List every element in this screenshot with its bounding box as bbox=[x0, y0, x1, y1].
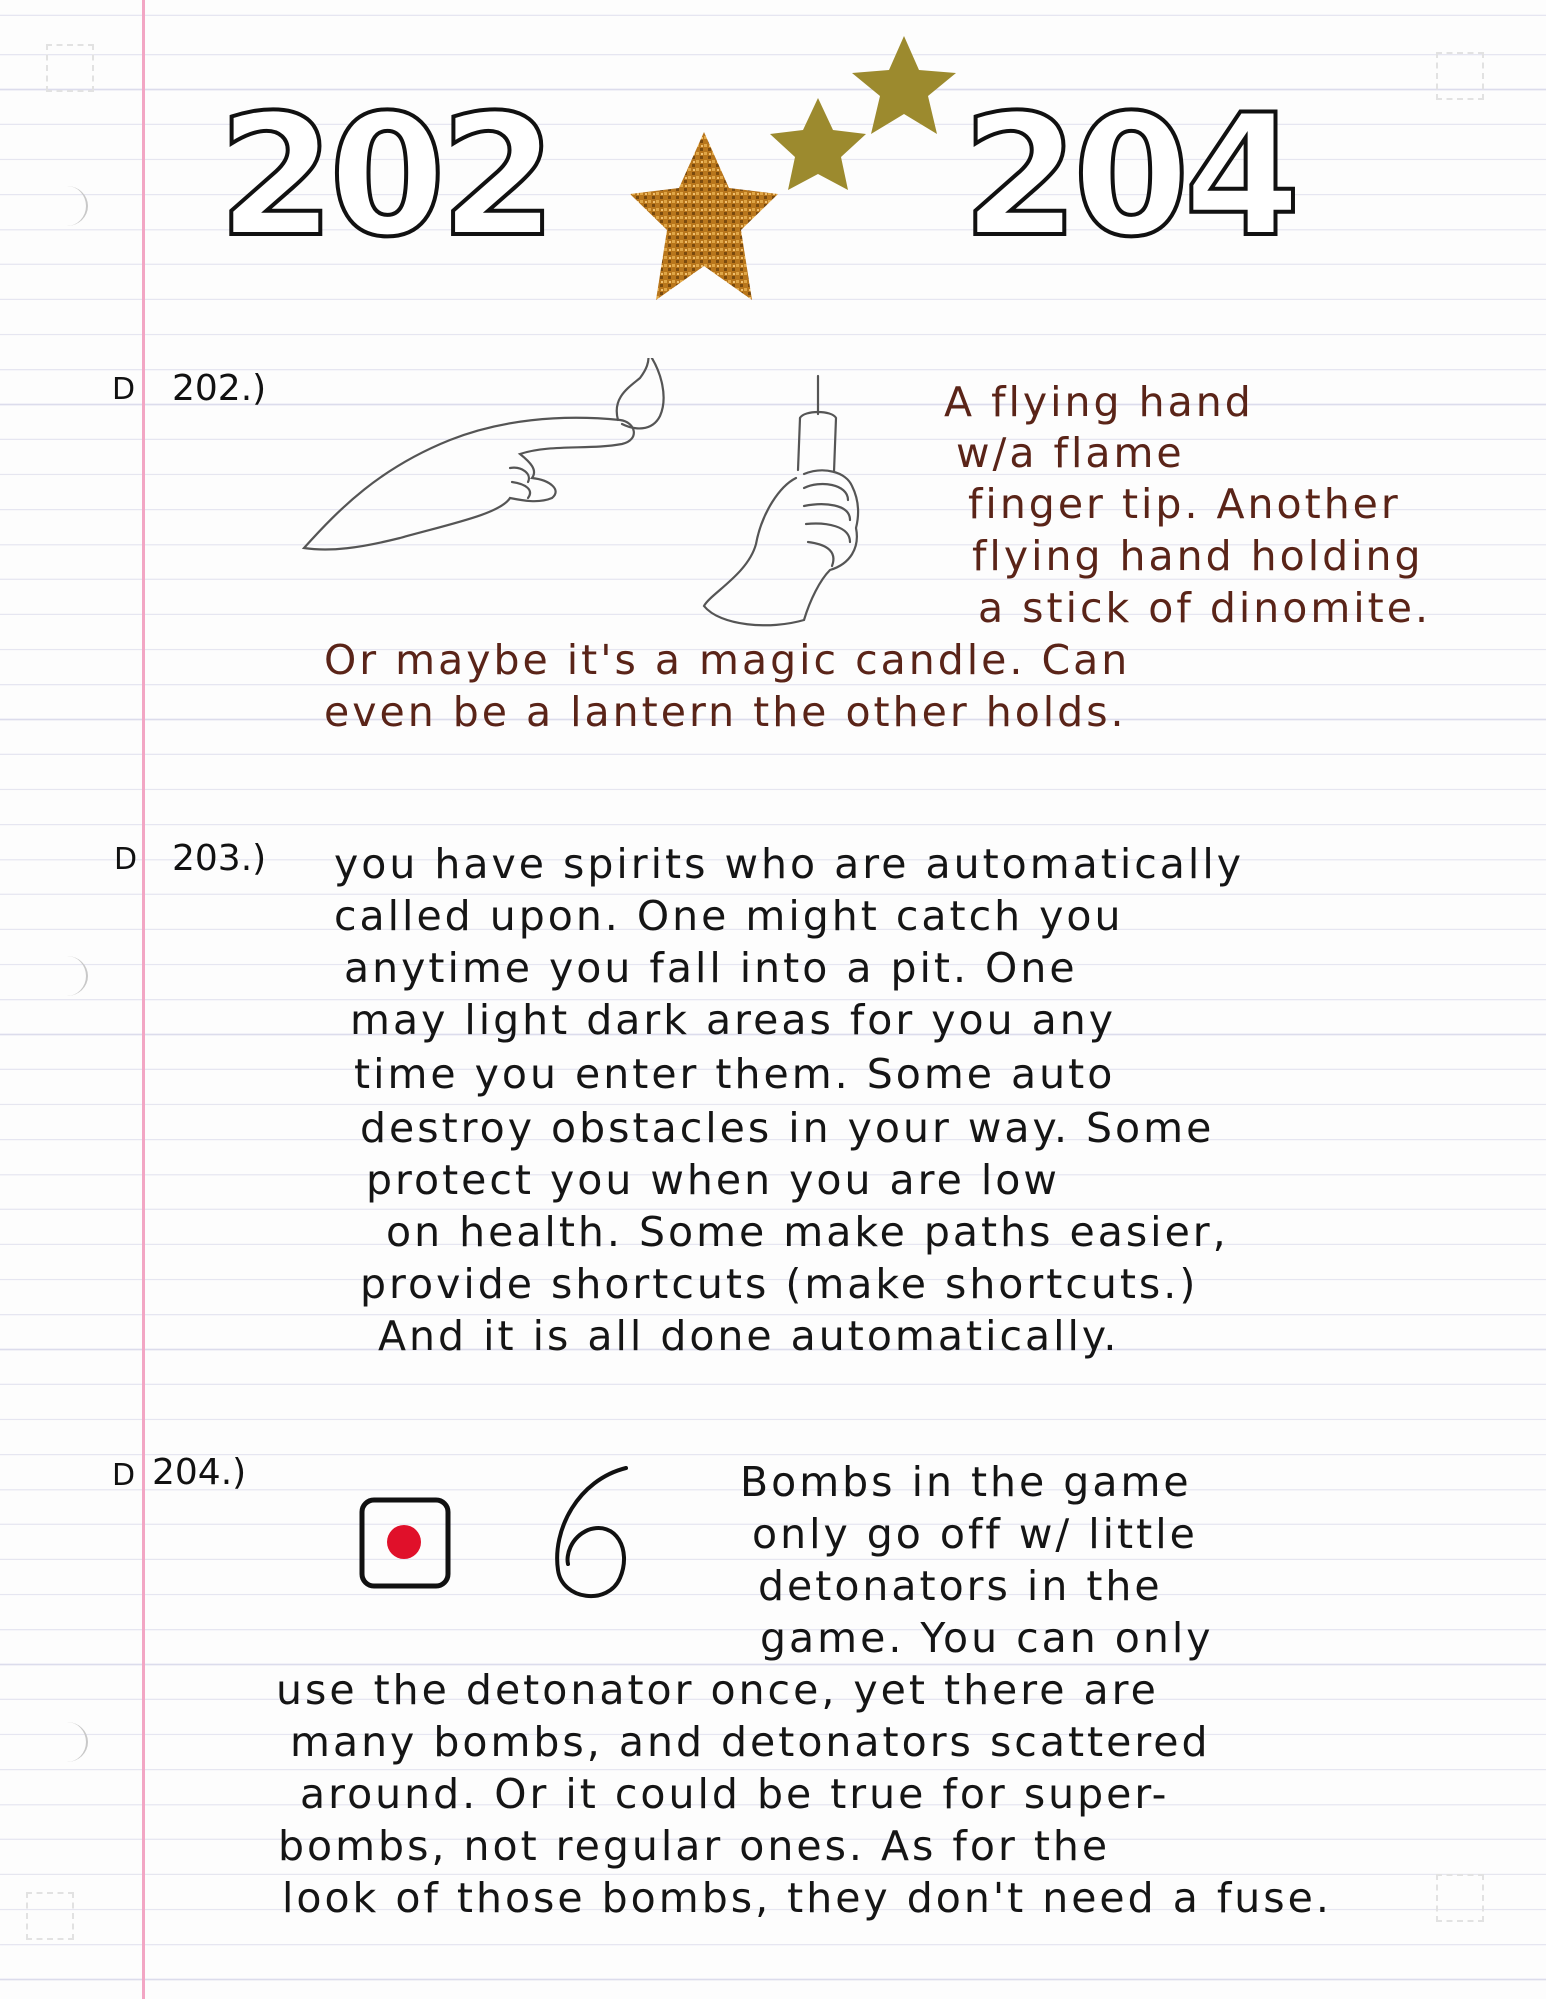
entry-204-line: detonators in the bbox=[758, 1562, 1163, 1610]
entry-bullet: D bbox=[112, 372, 136, 407]
entry-number: 202.) bbox=[172, 368, 267, 409]
title-right-number: 204 bbox=[962, 78, 1295, 274]
corner-mark bbox=[1436, 1874, 1484, 1922]
margin-line bbox=[142, 0, 145, 1999]
detonator-button-sketch bbox=[356, 1494, 456, 1594]
flame-fingertip-hand-sketch bbox=[300, 358, 680, 558]
corner-mark bbox=[26, 1892, 74, 1940]
title-left-number: 202 bbox=[218, 78, 551, 274]
entry-204-line: many bombs, and detonators scattered bbox=[290, 1718, 1211, 1766]
corner-mark bbox=[46, 44, 94, 92]
entry-203-line: destroy obstacles in your way. Some bbox=[360, 1104, 1215, 1152]
entry-204-line: only go off w/ little bbox=[752, 1510, 1198, 1558]
entry-number: 203.) bbox=[172, 838, 267, 879]
entry-203-line: time you enter them. Some auto bbox=[354, 1050, 1116, 1098]
entry-203-line: you have spirits who are automatically bbox=[334, 840, 1244, 888]
entry-203-line: provide shortcuts (make shortcuts.) bbox=[360, 1260, 1199, 1308]
corner-mark bbox=[1436, 52, 1484, 100]
entry-202-line: Or maybe it's a magic candle. Can bbox=[324, 636, 1131, 684]
entry-202-line: a stick of dinomite. bbox=[978, 584, 1432, 632]
entry-203-line: may light dark areas for you any bbox=[350, 996, 1117, 1044]
entry-203-line: called upon. One might catch you bbox=[334, 892, 1124, 940]
bomb-sketch bbox=[548, 1460, 648, 1610]
entry-202-line: A flying hand bbox=[944, 378, 1254, 426]
entry-202-line: finger tip. Another bbox=[968, 480, 1401, 528]
entry-204-line: game. You can only bbox=[760, 1614, 1214, 1662]
entry-number: 204.) bbox=[152, 1452, 247, 1493]
entry-204-line: Bombs in the game bbox=[740, 1458, 1192, 1506]
entry-204-line: use the detonator once, yet there are bbox=[276, 1666, 1159, 1714]
entry-204-line: around. Or it could be true for super- bbox=[300, 1770, 1170, 1818]
entry-203-line: protect you when you are low bbox=[366, 1156, 1060, 1204]
entry-202-line: w/a flame bbox=[956, 429, 1185, 477]
entry-bullet: D bbox=[114, 842, 138, 877]
entry-203-line: anytime you fall into a pit. One bbox=[344, 944, 1078, 992]
entry-203-line: And it is all done automatically. bbox=[378, 1312, 1120, 1360]
binder-hole bbox=[46, 956, 88, 996]
binder-hole bbox=[46, 186, 88, 226]
entry-bullet: D bbox=[112, 1458, 136, 1493]
entry-204-line: bombs, not regular ones. As for the bbox=[278, 1822, 1111, 1870]
entry-203-line: on health. Some make paths easier, bbox=[386, 1208, 1229, 1256]
binder-hole bbox=[46, 1722, 88, 1762]
hand-holding-dynamite-sketch bbox=[700, 374, 880, 634]
entry-202-line: flying hand holding bbox=[972, 532, 1424, 580]
entry-204-line: look of those bombs, they don't need a fuse. bbox=[282, 1874, 1332, 1922]
entry-202-line: even be a lantern the other holds. bbox=[324, 688, 1127, 736]
